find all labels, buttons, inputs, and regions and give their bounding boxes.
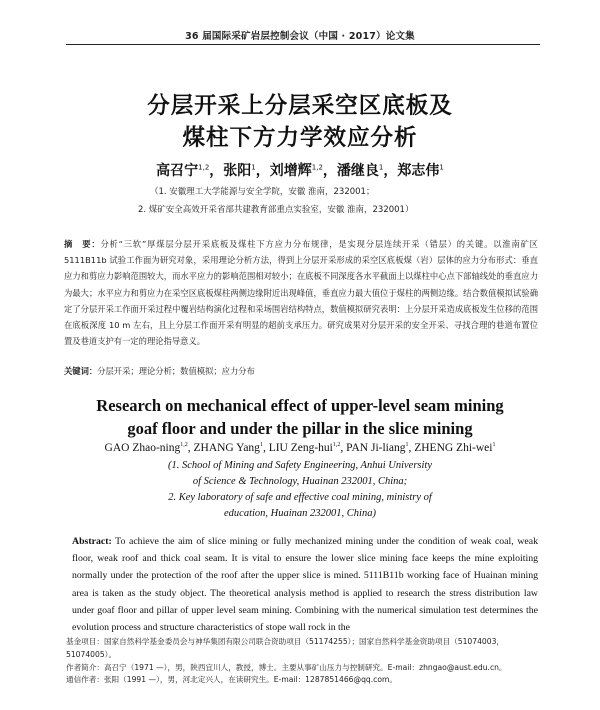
cn-author: 郑志伟 [397, 163, 440, 179]
en-author: PAN Ji-liang [346, 442, 406, 454]
cn-title-line-2: 煤柱下方力学效应分析 [182, 125, 418, 151]
cn-keywords-label: 关键词： [64, 366, 98, 376]
cn-affiliation-1: （1. 安徽理工大学能源与安全学院，安徽 淮南，232001； [150, 187, 375, 197]
cn-author: 张阳 [223, 163, 252, 179]
cn-authors: 高召宁$^{1,2}$，张阳$^1$，刘增辉$^{1,2}$，潘继良$^1$，郑志伟$^1$ [156, 163, 444, 179]
cn-keywords-text: 分层开采；理论分析；数值模拟；应力分布 [97, 366, 255, 376]
en-affiliation-1: (1. School of Mining and Safety Engineering, Anhui University [167, 460, 432, 471]
footnotes [66, 636, 540, 687]
en-author-sup: 1,2 [332, 442, 341, 449]
footnote-author-bio: 作者简介：高召宁（1971 —），男，陕西宜川人，教授，博士。主要从事矿山压力与控制研究。E-mail：zhngao@aust.edu.cn。 [66, 662, 507, 672]
cn-keywords [64, 365, 538, 377]
cn-author: 刘增辉 [269, 163, 312, 179]
cn-author-sup: 1 [439, 163, 444, 172]
footnote-corresponding: 通信作者：张阳（1991 —），男，河北定兴人，在读研究生。E-mail：1287851466@qq.com。 [66, 675, 397, 685]
en-author-sup: 1 [492, 442, 496, 449]
en-author: ZHANG Yang [193, 442, 260, 454]
en-abstract-text: To achieve the aim of slice mining or fully mechanized mining under the condition of weak coal, weak floor, weak roof and thick coal seam. It is vital to ensure the lower slice mining face keeps the mine exploiting normally under the protection of the roof after the upper slice is mined. 5111B11b working face of Huainan mining area is taken as the study object. The theoretical analysis method is applied to research the stress distribution law under goaf floor and pillar of upper level seam mining. Combining with the numerical simulation test determines the evolution process and structure characteristics of stope wall rock in the [72, 536, 538, 634]
cn-author-sup: 1 [251, 163, 256, 172]
header-rule [66, 44, 540, 45]
en-author-sup: 1,2 [180, 442, 188, 449]
cn-abstract-label: 摘 要： [64, 239, 101, 249]
en-abstract-label: Abstract: [72, 536, 112, 547]
cn-title-line-1: 分层开采上分层采空区底板及 [147, 93, 453, 119]
cn-author-sup: 1,2 [198, 163, 210, 172]
en-affiliation-4: education, Huainan 232001, China) [224, 508, 376, 519]
footnote-funding: 基金项目：国家自然科学基金委员会与神华集团有限公司联合资助项目（51174255）；国家自然科学基金资助项目（51074003，51074005）。 [66, 637, 504, 659]
cn-author-sup: 1 [378, 163, 384, 172]
en-abstract [72, 533, 538, 636]
en-title-line-1: Research on mechanical effect of upper-level seam mining [96, 396, 504, 415]
en-author: ZHENG Zhi-wei [414, 442, 493, 454]
cn-author: 高召宁 [156, 163, 199, 179]
running-header: 36 届国际采矿岩层控制会议（中国 · 2017）论文集 [185, 31, 415, 42]
en-author: GAO Zhao-ning [104, 442, 181, 454]
cn-abstract-text: 分析“三软”厚煤层分层开采底板及煤柱下方应力分布规律，是实现分层连续开采（错层）的关键。以淮南矿区 5111B11b 试验工作面为研究对象，采用理论分析方法，得到上分层开采形成的采空区底板煤（岩）层体的应力分布形式：垂直应力和剪应力影响范围较大，而水平应力的影响范围相对较小；在底板不同深度各水平截面上以煤柱中心点下部轴线处的垂直应力为最大；水平应力和剪应力在采空区底板煤柱两侧边缘附近出现峰值，垂直应力最大值位于煤柱的两侧边缘。结合数值模拟试验确定了分层开采工作面开采过程中覆岩结构演化过程和采场围岩结构特点，数值模拟研究表明：上分层开采造成底板发生位移的范围在底板深度 10 m 左右，且上分层工作面开采有明显的超前支承压力。研究成果对分层开采的安全开采、寻找合理的巷道布置位置及巷道支护有一定的理论指导意义。 [64, 239, 538, 347]
cn-author: 潘继良 [336, 163, 379, 179]
cn-author-sup: 1,2 [311, 163, 323, 172]
en-authors: GAO Zhao-ning$^{1,2}$, ZHANG Yang$^1$, LIU Zeng-hui$^{1,2}$, PAN Ji-liang$^1$, ZHENG Zhi-wei$^1$ [104, 442, 496, 454]
en-author: LIU Zeng-hui [268, 442, 333, 454]
en-affiliation-3: 2. Key laboratory of safe and effective coal mining, ministry of [168, 492, 432, 503]
en-title-line-2: goaf floor and under the pillar in the slice mining [127, 419, 473, 438]
en-author-sup: 1 [405, 442, 409, 449]
cn-affiliation-2: 2. 煤矿安全高效开采省部共建教育部重点实验室，安徽 淮南，232001） [138, 205, 414, 215]
en-author-sup: 1 [259, 442, 263, 449]
cn-abstract [64, 236, 538, 349]
en-affiliation-2: of Science & Technology, Huainan 232001, China; [192, 476, 408, 487]
